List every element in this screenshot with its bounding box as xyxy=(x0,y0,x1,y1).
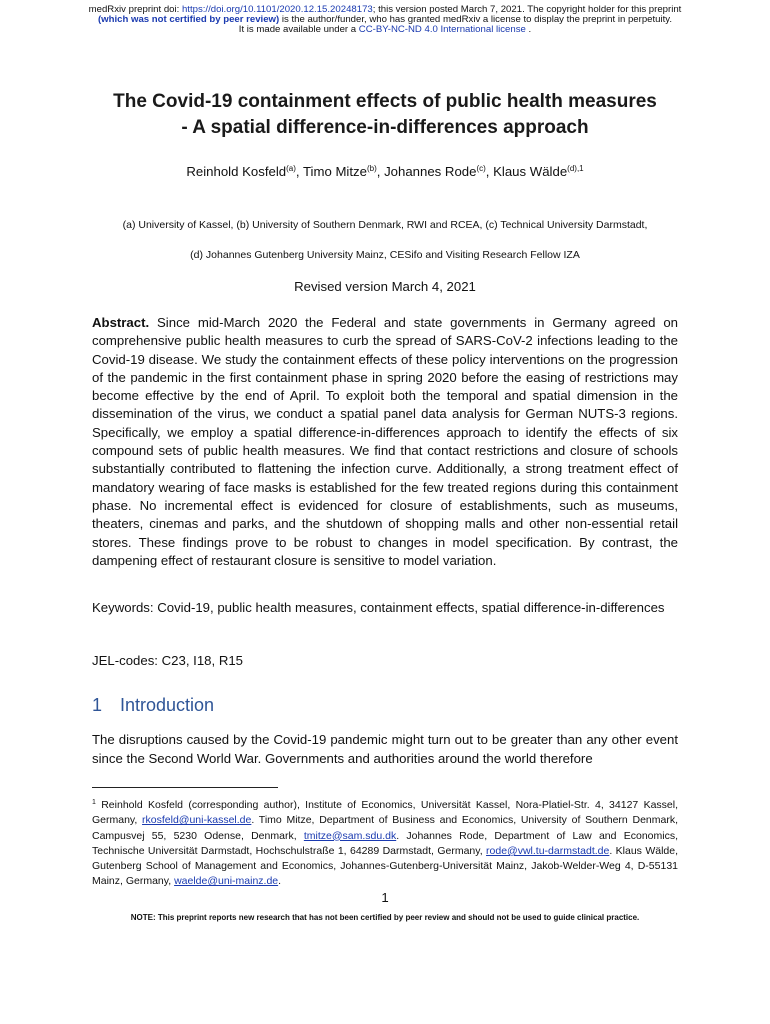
paper-title-line-2: - A spatial difference-in-differences approach xyxy=(181,117,589,138)
author: Reinhold Kosfeld xyxy=(186,164,287,179)
page-number: 1 xyxy=(381,890,389,905)
email-link[interactable]: waelde@uni-mainz.de xyxy=(174,875,279,888)
preprint-header-line-3: It is made available under a CC-BY-NC-ND 4.0 International license . xyxy=(238,24,532,35)
author: Timo Mitze xyxy=(302,164,367,179)
revision-date: Revised version March 4, 2021 xyxy=(294,279,476,294)
introduction-paragraph: The disruptions caused by the Covid-19 pandemic might turn out to be greater than any other event since the Second World War. Governments and authorities around the world therefore xyxy=(92,732,678,766)
doi-link[interactable]: https://doi.org/10.1101/2020.12.15.20248173 xyxy=(181,4,373,15)
keywords: Keywords: Covid-19, public health measures, containment effects, spatial difference-in-differences xyxy=(92,600,665,615)
email-link[interactable]: rkosfeld@uni-kassel.de xyxy=(142,814,252,827)
section-number: 1 xyxy=(92,695,103,715)
email-link[interactable]: rode@vwl.tu-darmstadt.de xyxy=(486,844,610,857)
license-link[interactable]: CC-BY-NC-ND 4.0 International license xyxy=(358,24,526,35)
affiliations-line-2: (d) Johannes Gutenberg University Mainz, CESifo and Visiting Research Fellow IZA xyxy=(190,249,580,261)
abstract-text: Since mid-March 2020 the Federal and state governments in Germany agreed on comprehensive public health measures to curb the spread of SARS-CoV-2 infections leading to the Covid-19 disease. We study the containment effects of these policy interventions on the progression of the pandemic in the first containment phase in spring 2020 before the easing of restrictions may become effective by the end of April. To exploit both the temporal and spatial dimension in the dissemination of the virus, we conduct a spatial panel data analysis for German NUTS-3 regions. Specifically, we employ a spatial difference-in-differences approach to identify the effects of six compound sets of public health measures. We find that contact restrictions and closure of schools substantially contributed to flattening the infection curve. Additionally, a strong treatment effect of mandatory wearing of face masks is established for the few treated regions during this containment phase. No incremental effect is evidenced for closure of establishments, such as museums, theaters, cinemas and parks, and the shutdown of shopping malls and other non-essential retail stores. These findings prove to be robust to changes in model specification. By contrast, the dampening effect of restaurant closure is sensitive to model variation. xyxy=(92,315,678,568)
footnote: $^1$ Reinhold Kosfeld (corresponding author), Institute of Economics, Universität Kassel, Nora-Platiel-Str. 4, 34127 Kassel, Germany, rkosfeld@uni-kassel.de. Timo Mitze, Department of Business and Economics, University of Southern Denmark, Campusvej 55, 5230 Odense, Denmark, tmitze@sam.sdu.dk. Johannes Rode, Department of Law and Economics, Technische Universität Darmstadt, Hochschulstraße 1, 64289 Darmstadt, Germany, rode@vwl.tu-darmstadt.de. Klaus Wälde, Gutenberg School of Management and Economics, Johannes-Gutenberg-Universität Mainz, Jakob-Welder-Weg 4, D-55131 Mainz, Germany, waelde@uni-mainz.de. xyxy=(92,799,678,888)
abstract-label: Abstract. xyxy=(92,315,150,330)
section-heading xyxy=(92,695,214,716)
author-list: Reinhold Kosfeld$^{(a)}$, Timo Mitze$^{(b)}$, Johannes Rode$^{(c)}$, Klaus Wälde$^{(d),1}$ xyxy=(186,164,584,179)
author: Johannes Rode xyxy=(384,164,477,179)
jel-codes: JEL-codes: C23, I18, R15 xyxy=(92,653,244,668)
abstract xyxy=(92,314,678,570)
author: Klaus Wälde xyxy=(493,164,568,179)
footnote-divider xyxy=(92,787,278,788)
email-link[interactable]: tmitze@sam.sdu.dk xyxy=(303,829,397,842)
paper-title-line-1: The Covid-19 containment effects of public health measures xyxy=(113,91,657,112)
preprint-header-line-2: (which was not certified by peer review) is the author/funder, who has granted medRxiv a license to display the preprint in perpetuity. xyxy=(97,14,673,25)
section-title: Introduction xyxy=(120,695,215,715)
preprint-disclaimer: NOTE: This preprint reports new research that has not been certified by peer review and should not be used to guide clinical practice. xyxy=(130,913,640,922)
affiliations-line-1: (a) University of Kassel, (b) University of Southern Denmark, RWI and RCEA, (c) Technical University Darmstadt, xyxy=(122,219,648,231)
preprint-header-line-1: medRxiv preprint doi: https://doi.org/10.1101/2020.12.15.20248173; this version posted March 7, 2021. The copyright holder for this preprint xyxy=(88,4,682,15)
